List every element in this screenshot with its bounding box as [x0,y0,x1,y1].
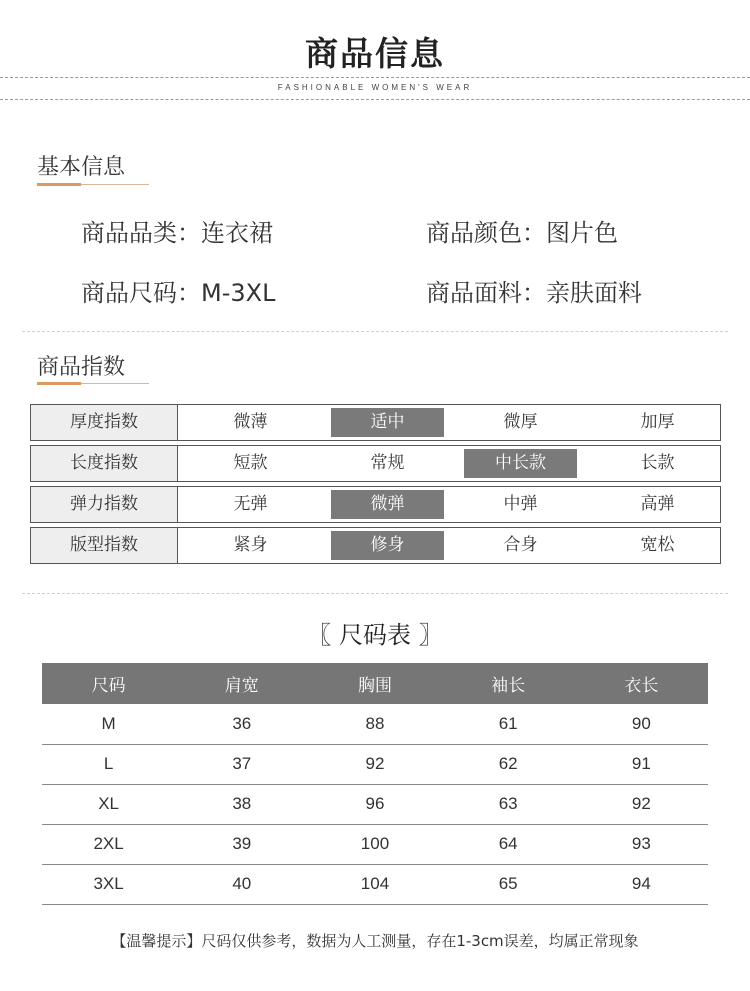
table-cell: 100 [308,824,441,864]
index-option-selected: 中长款 [464,449,577,478]
header-divider-top [0,77,750,78]
index-option: 长款 [640,453,675,473]
table-cell: 62 [442,744,575,784]
size-chart-column-header: 衣长 [575,663,708,704]
info-category: 商品品类：连衣裙 [81,219,273,247]
index-option-selected: 微弹 [331,490,444,519]
table-cell: 88 [308,704,441,744]
index-row-label: 长度指数 [31,446,178,481]
table-cell: 40 [175,864,308,904]
index-option: 微厚 [503,412,538,432]
table-cell: 36 [175,704,308,744]
size-chart-column-header: 袖长 [442,663,575,704]
size-chart-column-header: 肩宽 [175,663,308,704]
table-cell: 92 [575,784,708,824]
index-option: 微薄 [233,412,268,432]
index-option: 中弹 [503,494,538,514]
index-option-selected: 修身 [331,531,444,560]
basic-info-heading-underline [37,184,149,185]
table-cell: 93 [575,824,708,864]
size-chart-column-header: 尺码 [42,663,175,704]
table-cell: XL [42,784,175,824]
size-chart-body [42,704,708,904]
index-option: 短款 [233,453,268,473]
table-cell: 3XL [42,864,175,904]
index-option: 紧身 [233,535,268,555]
basic-info-heading: 基本信息 [37,155,126,180]
section-divider [22,593,728,594]
table-row [42,704,708,744]
table-cell: 65 [442,864,575,904]
table-row [42,824,708,864]
size-tip: 【温馨提示】尺码仅供参考，数据为人工测量，存在1-3cm误差，均属正常现象 [111,932,639,950]
table-cell: 61 [442,704,575,744]
info-color: 商品颜色：图片色 [426,219,618,247]
index-row-label: 版型指数 [31,528,178,563]
index-option: 高弹 [640,494,675,514]
table-cell: 64 [442,824,575,864]
header-divider-bottom [0,99,750,100]
table-cell: 38 [175,784,308,824]
table-row [42,864,708,904]
page-title: 商品信息 [305,34,445,73]
index-option: 常规 [370,453,405,473]
table-cell: 63 [442,784,575,824]
index-heading-underline [37,383,149,384]
info-size: 商品尺码：M-3XL [81,279,276,307]
table-cell: 96 [308,784,441,824]
table-cell: M [42,704,175,744]
index-row-label: 弹力指数 [31,487,178,522]
table-row [42,744,708,784]
index-row [30,445,721,482]
index-row [30,404,721,441]
table-cell: 91 [575,744,708,784]
index-option-selected: 适中 [331,408,444,437]
index-option: 无弹 [233,494,268,514]
index-option: 宽松 [640,535,675,555]
table-row [42,784,708,824]
table-cell: 37 [175,744,308,784]
table-cell: 94 [575,864,708,904]
index-row [30,527,721,564]
index-row [30,486,721,523]
index-option: 加厚 [640,412,675,432]
size-chart-title: 〖 尺码表 〗 [307,621,443,649]
size-chart-column-header: 胸围 [308,663,441,704]
size-chart-header-row [42,663,708,704]
table-cell: 39 [175,824,308,864]
table-cell: 2XL [42,824,175,864]
table-cell: L [42,744,175,784]
index-option: 合身 [503,535,538,555]
page-subtitle: FASHIONABLE WOMEN'S WEAR [277,83,473,92]
table-cell: 90 [575,704,708,744]
size-chart-table [42,663,708,905]
index-heading: 商品指数 [37,355,126,380]
info-fabric: 商品面料：亲肤面料 [426,279,642,307]
table-cell: 104 [308,864,441,904]
section-divider [22,331,728,332]
index-row-label: 厚度指数 [31,405,178,440]
table-cell: 92 [308,744,441,784]
